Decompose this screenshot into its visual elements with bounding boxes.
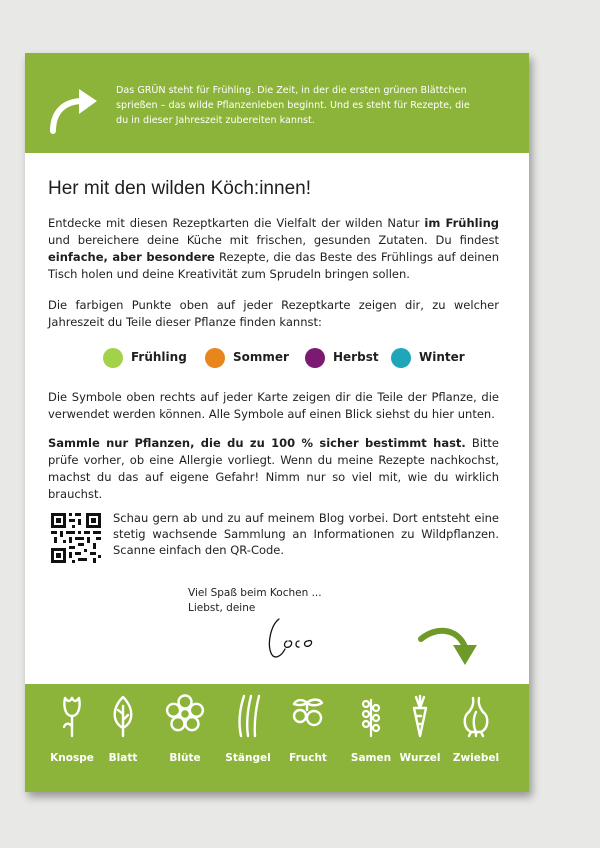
qr-code-icon[interactable] <box>50 512 102 564</box>
plant-part-blossom: Blüte <box>154 694 216 774</box>
safety-paragraph: Sammle nur Pflanzen, die du zu 100 % sicher bestimmt hast. Bitte prüfe vorher, ob eine Allergie vorliegt. Wenn du meine Rezepte nachkochst, machst du das auf eigene Gefahr! Nimm nur so viel mit, wie du wirklich brauchst. <box>48 436 499 501</box>
season-label: Winter <box>419 350 465 364</box>
season-dot <box>205 348 225 368</box>
symbols-paragraph: Die Symbole oben rechts auf jeder Karte zeigen dir die Teile der Pflanze, die verwendet werden können. Alle Symbole auf einen Blick siehst du hier unten. <box>48 390 499 421</box>
bulb-icon <box>459 694 493 738</box>
season-label: Frühling <box>131 350 187 364</box>
signoff: Viel Spaß beim Kochen ... Liebst, deine <box>188 587 322 614</box>
stem-icon <box>235 694 261 738</box>
season-legend <box>103 347 463 369</box>
bud-icon <box>59 694 85 738</box>
blog-text: Schau gern ab und zu auf meinem Blog vorbei. Dort entsteht eine stetig wachsende Sammlung an Informationen zu Wildpflanzen. Scanne einfach den QR-Code. <box>113 511 499 557</box>
signature-icon <box>265 613 345 663</box>
plant-part-stem: Stängel <box>217 694 279 774</box>
plant-part-bud: Knospe <box>41 694 103 774</box>
leaf-icon <box>110 694 136 738</box>
root-icon <box>407 694 433 738</box>
intro-paragraph: Entdecke mit diesen Rezeptkarten die Vielfalt der wilden Natur im Frühling und bereichere deine Küche mit frischen, gesunden Zutaten. Du findest einfache, aber besondere Rezepte, die das Beste des Frühlings auf deinen Tisch holen und deine Kreativität zum Sprudeln bringen sollen. <box>48 216 499 281</box>
season-dot <box>391 348 411 368</box>
season-dot <box>305 348 325 368</box>
plant-part-fruit: Frucht <box>277 694 339 774</box>
plant-part-seeds: Samen <box>340 694 402 774</box>
plant-part-leaf: Blatt <box>92 694 154 774</box>
intro-text: Das GRÜN steht für Frühling. Die Zeit, in der die ersten grünen Blättchen sprießen – das wilde Pflanzenleben beginnt. Und es steht für Rezepte, die du in dieser Jahreszeit zubereiten kannst. <box>116 85 470 126</box>
seasons-paragraph: Die farbigen Punkte oben auf jeder Rezeptkarte zeigen dir, zu welcher Jahreszeit du Teile dieser Pflanze finden kannst: <box>48 298 499 329</box>
recipe-card <box>25 53 529 792</box>
blossom-icon <box>165 694 205 738</box>
season-label: Herbst <box>333 350 379 364</box>
curved-arrow-down-icon <box>417 623 481 671</box>
plant-parts-band <box>25 684 529 792</box>
fruit-icon <box>290 694 326 738</box>
season-label: Sommer <box>233 350 289 364</box>
plant-part-bulb: Zwiebel <box>445 694 507 774</box>
seeds-icon <box>358 694 384 738</box>
header-band <box>25 53 529 153</box>
plant-part-root: Wurzel <box>389 694 451 774</box>
curved-arrow-icon <box>47 87 99 135</box>
season-dot <box>103 348 123 368</box>
page-title: Her mit den wilden Köch:innen! <box>48 178 311 199</box>
